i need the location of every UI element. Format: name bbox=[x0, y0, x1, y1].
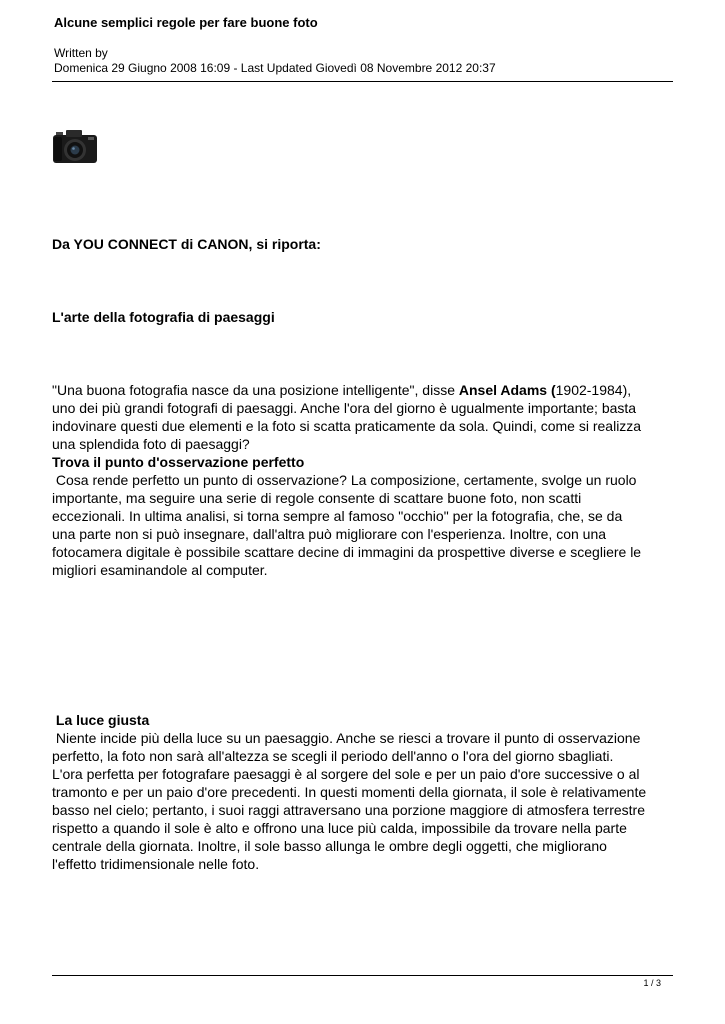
section2-line: Niente incide più della luce su un paesaggio. Anche se riesci a trovare il punto di osservazione bbox=[52, 730, 641, 746]
page-title: Alcune semplici regole per fare buone foto bbox=[54, 15, 318, 30]
section2-line: l'effetto tridimensionale nelle foto. bbox=[52, 856, 260, 872]
section2-line: rispetto a quando il sole è alto e offrono una luce più calda, impossibile da trovare nella parte bbox=[52, 820, 627, 836]
section1-line: fotocamera digitale è possibile scattare decine di immagini da prospettive diverse e scegliere le bbox=[52, 544, 642, 560]
intro-text: "Una buona fotografia nasce da una posizione intelligente", disse bbox=[52, 382, 459, 398]
dates: Domenica 29 Giugno 2008 16:09 - Last Updated Giovedì 08 Novembre 2012 20:37 bbox=[54, 61, 496, 75]
section2-line: perfetto, la foto non sarà all'altezza se scegli il periodo dell'anno o l'ora del giorno sbagliati. bbox=[52, 748, 614, 764]
section2-line: centrale della giornata. Inoltre, il sole basso allunga le ombre degli oggetti, che migliorano bbox=[52, 838, 607, 854]
section2-title: La luce giusta bbox=[52, 712, 150, 728]
section1-line: eccezionali. In ultima analisi, si torna sempre al famoso "occhio" per la fotografia, che, se da bbox=[52, 508, 623, 524]
header-divider bbox=[52, 81, 673, 82]
section1-title: Trova il punto d'osservazione perfetto bbox=[52, 454, 305, 470]
written-by: Written by bbox=[54, 46, 108, 60]
section2-line: basso nel cielo; pertanto, i suoi raggi attraversano una porzione maggiore di atmosfera terrestre bbox=[52, 802, 645, 818]
intro-paragraph bbox=[52, 381, 677, 579]
intro-line: uno dei più grandi fotografi di paesaggi. Anche l'ora del giorno è ugualmente importante; basta bbox=[52, 400, 637, 416]
section1-line: importante, ma seguire una serie di regole consente di scattare buone foto, non scatti bbox=[52, 490, 582, 506]
page-number: 1 / 3 bbox=[643, 978, 661, 988]
ansel-adams-name: Ansel Adams ( bbox=[458, 382, 556, 398]
section2-line: tramonto e per un paio d'ore precedenti. In questi momenti della giornata, il sole è relativamente bbox=[52, 784, 647, 800]
section1-line: migliori esaminandole al computer. bbox=[52, 562, 268, 578]
section1-line: una parte non si può insegnare, dall'altra può migliorare con l'esperienza. Inoltre, con una bbox=[52, 526, 607, 542]
section2-line: L'ora perfetta per fotografare paesaggi è al sorgere del sole e per un paio d'ore successive o al bbox=[52, 766, 640, 782]
intro-line: una splendida foto di paesaggi? bbox=[52, 436, 250, 452]
intro-line: indovinare questi due elementi e la foto si scatta praticamente da sola. Quindi, come si realizza bbox=[52, 418, 642, 434]
source-heading: Da YOU CONNECT di CANON, si riporta: bbox=[52, 236, 321, 252]
article-heading: L'arte della fotografia di paesaggi bbox=[52, 309, 275, 325]
section2-paragraph bbox=[52, 711, 677, 873]
footer-divider bbox=[52, 975, 673, 976]
intro-years: 1902-1984), bbox=[555, 382, 632, 398]
article-meta bbox=[54, 46, 496, 76]
camera-icon bbox=[52, 128, 98, 164]
section1-line: Cosa rende perfetto un punto di osservazione? La composizione, certamente, svolge un ruolo bbox=[52, 472, 637, 488]
intro-line-1 bbox=[52, 381, 677, 399]
